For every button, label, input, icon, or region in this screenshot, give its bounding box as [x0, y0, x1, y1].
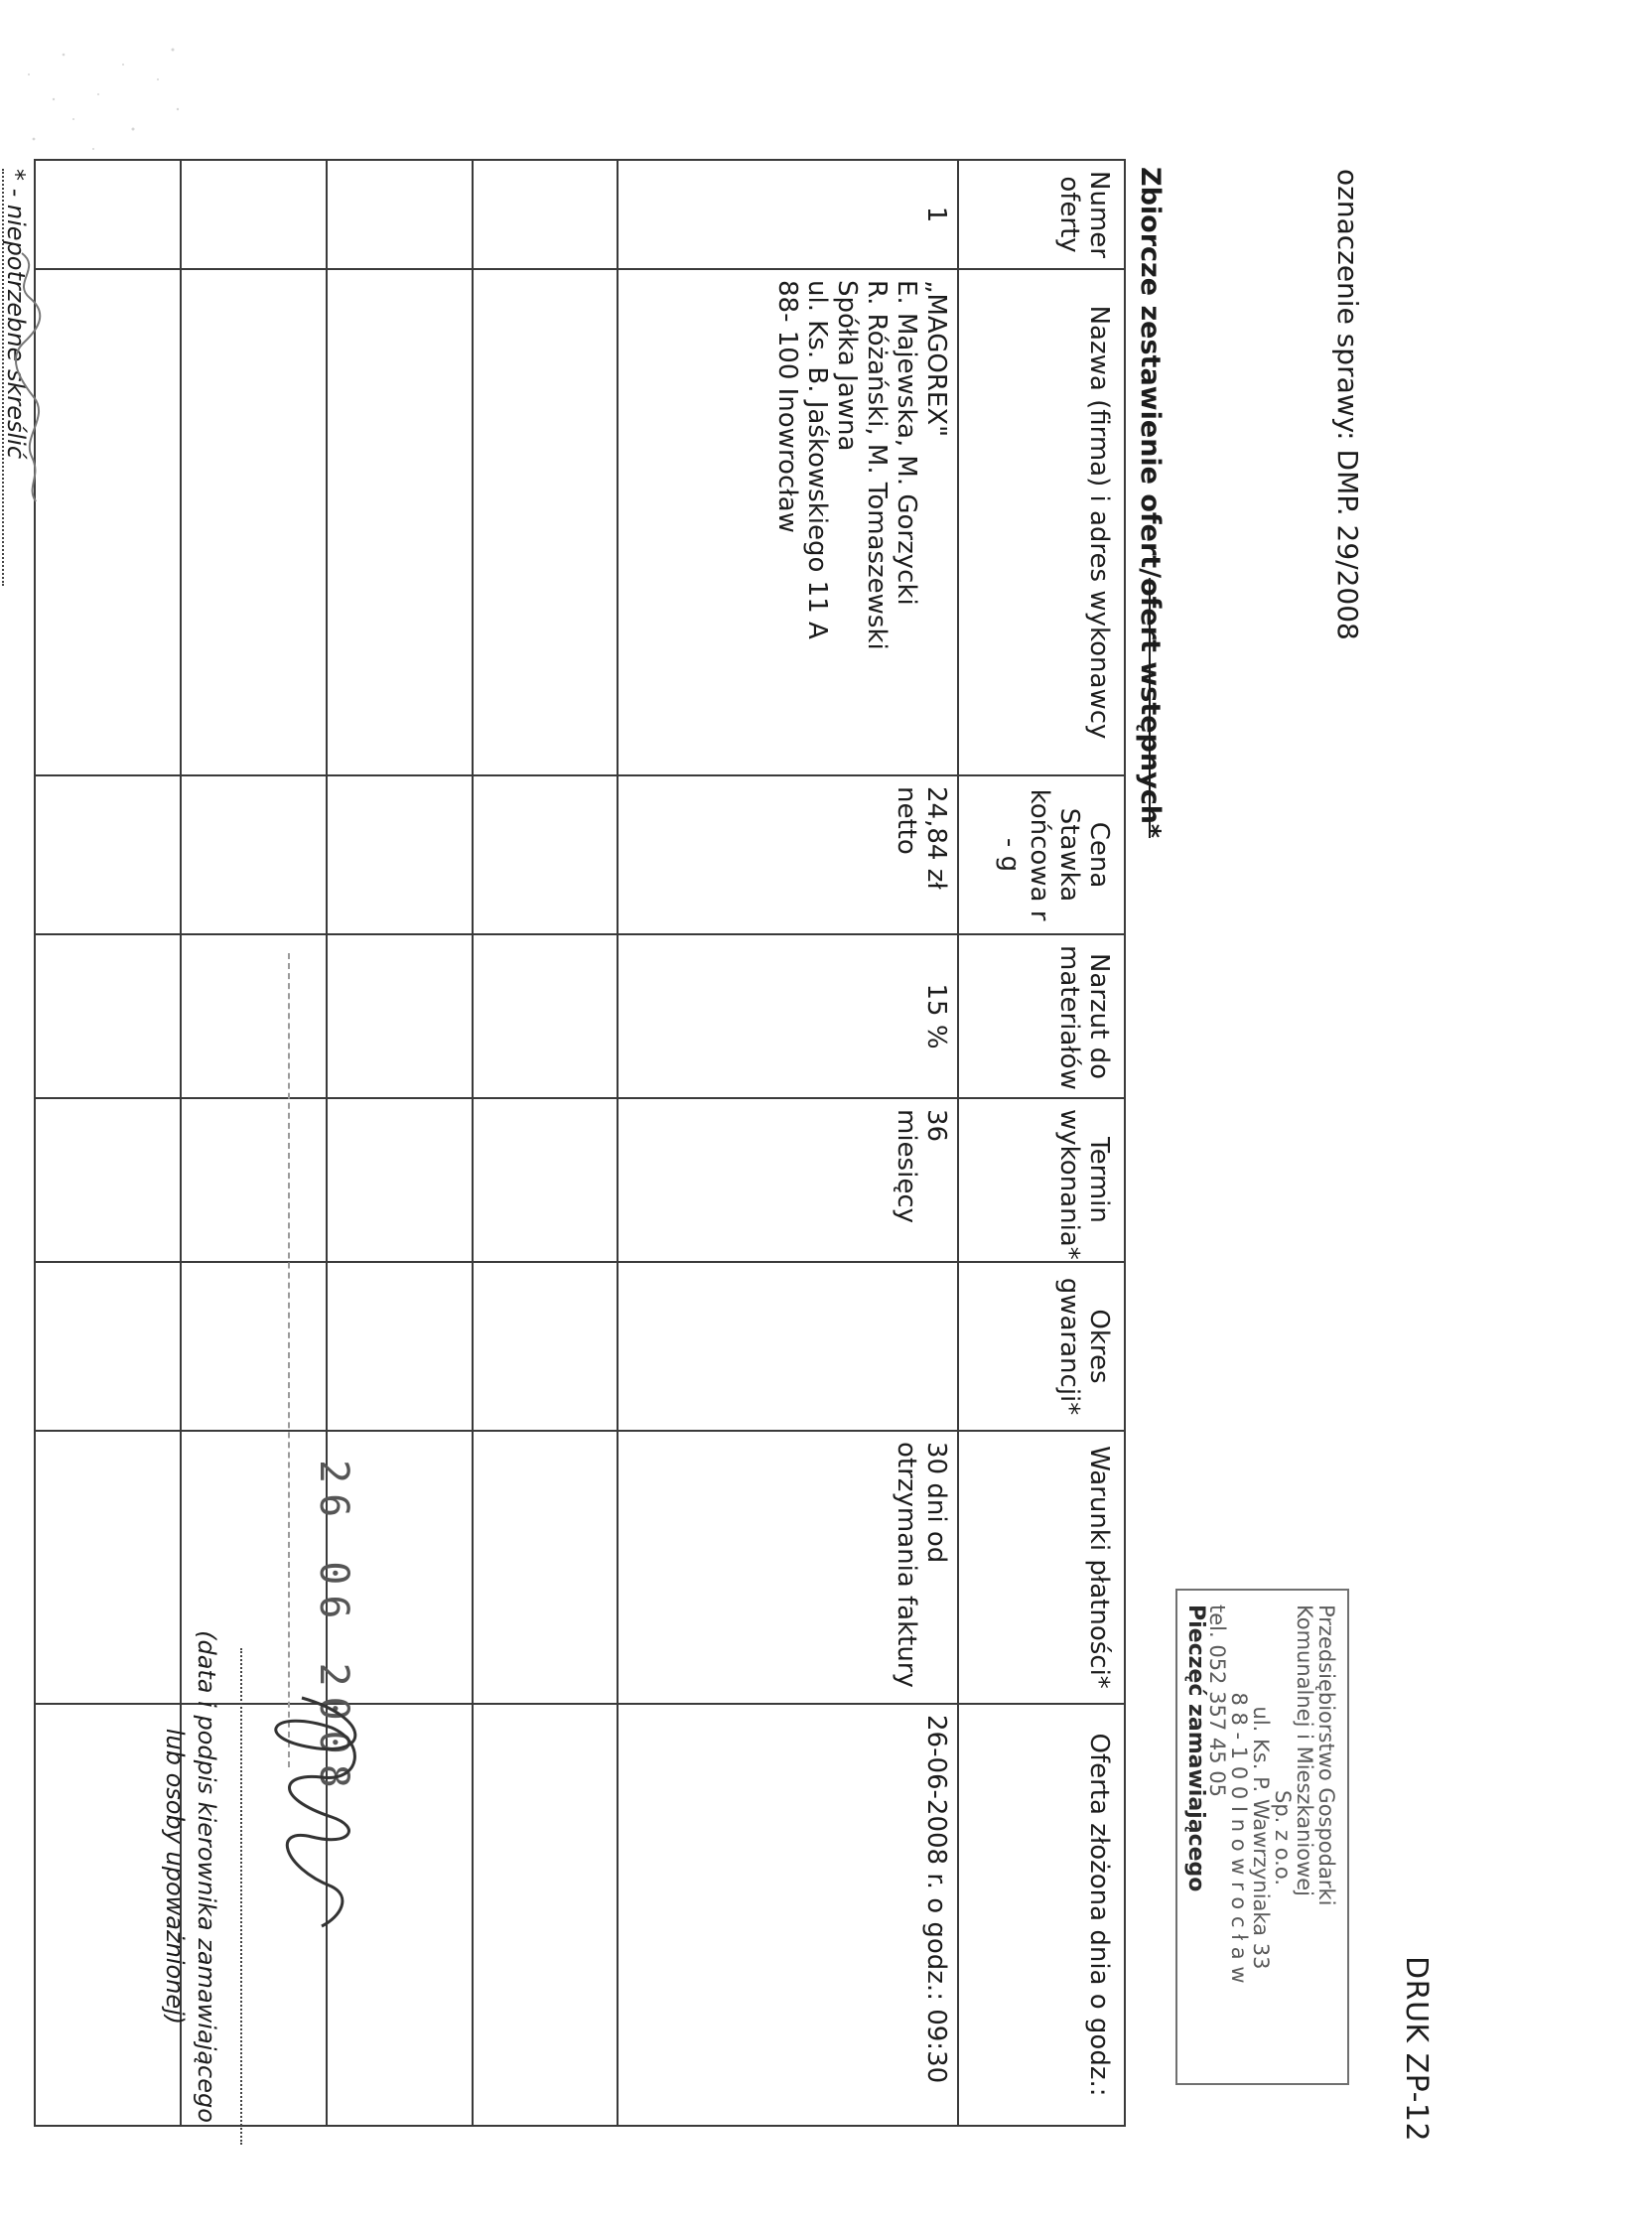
- title-struck-text: ofert wstępnych*: [1135, 578, 1166, 839]
- stamp-label: Pieczęć zamawiającego: [1183, 1605, 1208, 1892]
- manager-caption: [159, 1569, 222, 2184]
- empty-cell: [473, 1262, 619, 1431]
- empty-cell: [327, 775, 473, 934]
- empty-cell: [181, 775, 327, 934]
- empty-cell: [35, 1262, 181, 1431]
- stamp-line: tel. 052 357 45 05: [1205, 1605, 1229, 1797]
- empty-cell: [473, 934, 619, 1098]
- empty-cell: [473, 1431, 619, 1704]
- empty-cell: [181, 1262, 327, 1431]
- document-title: [1135, 167, 1166, 838]
- footnote: * - niepotrzebne skreślić: [2, 169, 30, 460]
- empty-cell: [35, 269, 181, 775]
- empty-cell: [181, 1098, 327, 1262]
- header-markup: Narzut do materiałów: [958, 934, 1125, 1098]
- submitted-cell: 26-06-2008 r. o godz.: 09:30: [618, 1704, 958, 2126]
- handwritten-initials: [6, 248, 52, 506]
- header-payment: Warunki płatności*: [958, 1431, 1125, 1704]
- stamp-line: Sp. z o.o.: [1271, 1789, 1295, 1886]
- contractor-line: „MAGOREX": [921, 280, 951, 438]
- price-cell: 24,84 zł netto: [618, 775, 958, 934]
- header-price: Cena Stawka końcowa r - g: [958, 775, 1125, 934]
- empty-cell: [35, 1098, 181, 1262]
- scan-noise: [14, 40, 193, 159]
- table-row: [618, 160, 958, 2126]
- empty-cell: [473, 1704, 619, 2126]
- empty-cell: [327, 1262, 473, 1431]
- warranty-cell: [618, 1262, 958, 1431]
- empty-cell: [473, 160, 619, 269]
- empty-cell: [473, 269, 619, 775]
- stamp-line: ul. Ks. P. Wawrzyniaka 33: [1249, 1706, 1273, 1970]
- table-row-empty: [473, 160, 619, 2126]
- header-term: Termin wykonania*: [958, 1098, 1125, 1262]
- signature-line-right: [240, 1648, 242, 2145]
- stamp-line: Przedsiębiorstwo Gospodarki: [1314, 1605, 1338, 1906]
- company-stamp: [1175, 1589, 1349, 2085]
- handwritten-date: 26 06 2008: [311, 1460, 356, 1798]
- empty-cell: [35, 934, 181, 1098]
- term-cell: 36 miesięcy: [618, 1098, 958, 1262]
- empty-cell: [473, 775, 619, 934]
- contractor-line: R. Różański, M. Tomaszewski: [862, 280, 892, 650]
- empty-cell: [181, 269, 327, 775]
- empty-cell: [327, 1098, 473, 1262]
- title-text: Zbiorcze zestawienie ofert/: [1135, 167, 1166, 579]
- empty-cell: [327, 269, 473, 775]
- contractor-line: E. Majewska, M. Gorzycki: [892, 280, 921, 606]
- form-code: DRUK ZP-12: [1399, 1956, 1434, 2143]
- manager-caption-line: (data i podpis kierownika zamawiającego: [193, 1630, 220, 2123]
- case-reference: oznaczenie sprawy: DMP. 29/2008: [1331, 169, 1364, 640]
- payment-cell: 30 dni od otrzymania faktury: [618, 1431, 958, 1704]
- empty-cell: [35, 775, 181, 934]
- manager-signature: [252, 1688, 391, 1936]
- stamp-line: 8 8 - 1 0 0 I n o w r o c ł a w: [1227, 1692, 1251, 1984]
- contractor-line: 88- 100 Inowrocław: [772, 280, 802, 533]
- contractor-cell: [618, 269, 958, 775]
- empty-cell: [181, 934, 327, 1098]
- empty-cell: [327, 160, 473, 269]
- manager-caption-line: lub osoby upoważnionej): [161, 1728, 189, 2025]
- stamp-line: Komunalnej i Mieszkaniowej: [1293, 1605, 1316, 1897]
- header-contractor: Nazwa (firma) i adres wykonawcy: [958, 269, 1125, 775]
- contractor-line: ul. Ks. B. Jaśkowskiego 11 A: [802, 280, 832, 639]
- header-offer-number: Numer oferty: [958, 160, 1125, 269]
- empty-cell: [35, 160, 181, 269]
- contractor-line: Spółka Jawna: [832, 280, 862, 452]
- table-header-row: [958, 160, 1125, 2126]
- signature-line-left: [2, 169, 12, 586]
- empty-cell: [473, 1098, 619, 1262]
- header-warranty: Okres gwarancji*: [958, 1262, 1125, 1431]
- markup-cell: 15 %: [618, 934, 958, 1098]
- dashed-line: [288, 953, 290, 1767]
- empty-cell: [181, 160, 327, 269]
- empty-cell: [327, 934, 473, 1098]
- offer-number-cell: 1: [618, 160, 958, 269]
- header-submitted: Oferta złożona dnia o godz.:: [958, 1704, 1125, 2126]
